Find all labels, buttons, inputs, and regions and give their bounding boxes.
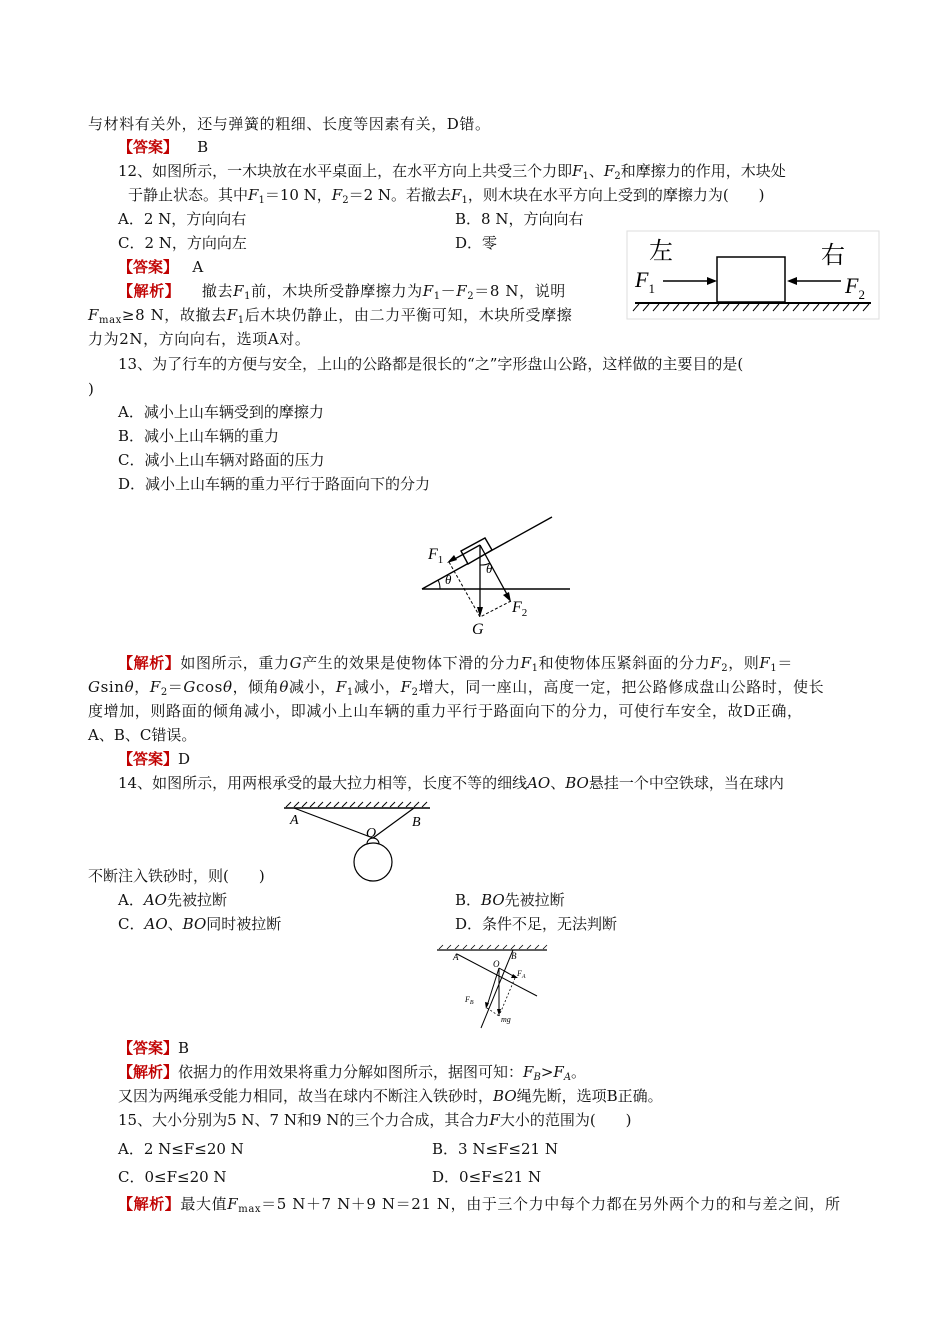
f2-component-arrow <box>480 545 509 598</box>
q12-stem-line2: 于静止状态。其中$F_1=10$ N，$F_2=2$ N。若撤去$F_1$，则木块在水平方向上受到的摩擦力为( ) <box>128 186 765 206</box>
f1-label: $F_1$ <box>428 546 444 566</box>
q13-analysis-line1: 【解析】如图所示，重力G产生的效果是使物体下滑的分力$F_1$和使物体压紧斜面的分力$F_2$，则$F_1=$ <box>118 654 793 674</box>
q12-option-a: A．2 N，方向向右 <box>118 210 247 228</box>
q12-block-figure <box>627 231 879 319</box>
q14-option-a: A．AO先被拉断 <box>118 891 227 909</box>
q14-analysis-line2: 又因为两绳承受能力相同，故当在球内不断注入铁砂时，BO绳先断，选项B正确。 <box>118 1087 663 1105</box>
q13-option-d: D．减小上山车辆的重力平行于路面向下的分力 <box>118 475 431 493</box>
q15-option-a: A．2 N≤F≤20 N <box>118 1140 244 1158</box>
q12-stem-line1: 12、如图所示，一木块放在水平桌面上，在水平方向上共受三个力即$F_1$、$F_2$和摩擦力的作用，木块处 <box>118 162 786 182</box>
q13-option-a: A．减小上山车辆受到的摩擦力 <box>118 403 324 421</box>
ceiling-hatching <box>439 945 547 949</box>
q12-analysis-line3: 力为2N，方向向右，选项A对。 <box>88 330 311 348</box>
q15-stem: 15、大小分别为5 N、7 N和9 N的三个力合成，其合力F大小的范围为( ) <box>118 1111 632 1129</box>
q13-stem-line1: 13、为了行车的方便与安全，上山的公路都是很长的“之”字形盘山公路，这样做的主要目的是( <box>118 355 744 373</box>
q12-option-c: C．2 N，方向向左 <box>118 234 247 252</box>
left-label: 左 <box>649 239 673 265</box>
f2-label: $F_2$ <box>845 273 865 302</box>
q12-answer-line: 【答案】 A <box>118 258 204 276</box>
q14-stem-line1: 14、如图所示，用两根承受的最大拉力相等，长度不等的细线AO、BO悬挂一个中空铁球，当在球内 <box>118 774 784 792</box>
string-ao <box>294 808 373 838</box>
f2-label: $F_2$ <box>512 599 528 619</box>
q14-option-d: D．条件不足，无法判断 <box>455 915 618 933</box>
label-a: A <box>453 952 459 962</box>
q14-stem-line2: 不断注入铁砂时，则( ) <box>88 867 265 885</box>
q14-option-c: C．AO、BO同时被拉断 <box>118 915 282 933</box>
q12-analysis-line1: 【解析】 撤去$F_1$前，木块所受静摩擦力为$F_1-F_2=8$ N，说明 <box>118 282 566 302</box>
q13-stem-line2: ) <box>88 380 94 398</box>
q13-analysis-line2: Gsinθ，$F_2=Gcos\theta$，倾角θ减小，$F_1$减小，$F_2$增大，同一座山，高度一定，把公路修成盘山公路时，使长 <box>88 678 825 698</box>
q15-option-b: B．3 N≤F≤21 N <box>432 1140 558 1158</box>
label-o: O <box>366 826 377 841</box>
q14-answer-line: 【答案】B <box>118 1039 190 1057</box>
fb-arrow <box>487 968 499 1006</box>
label-b: B <box>511 951 517 961</box>
previous-answer-tail: 与材料有关外，还与弹簧的粗细、长度等因素有关，D错。 <box>88 115 491 133</box>
answer-tag: 【答案】 <box>118 138 179 156</box>
f1-label: $F_1$ <box>635 267 655 296</box>
q12-option-b: B．8 N，方向向右 <box>455 210 584 228</box>
q13-option-b: B．减小上山车辆的重力 <box>118 427 280 445</box>
q14-force-figure <box>433 942 551 1032</box>
q13-option-c: C．减小上山车辆对路面的压力 <box>118 451 325 469</box>
label-fb: $F_B$ <box>465 995 474 1006</box>
intro-answer-line <box>118 137 208 157</box>
q15-option-d: D．0≤F≤21 N <box>432 1168 542 1186</box>
wood-block <box>717 257 785 302</box>
q13-incline-figure <box>400 501 584 641</box>
q13-analysis-line3: 度增加，则路面的倾角减小，即减小上山车辆的重力平行于路面向下的分力，可使行车安全，故D正确， <box>88 702 803 720</box>
q13-answer-line: 【答案】D <box>118 750 191 768</box>
theta-label: θ <box>445 572 452 587</box>
q12-option-d: D．零 <box>455 234 498 252</box>
right-label: 右 <box>821 243 845 269</box>
string-bo <box>373 808 414 838</box>
iron-ball <box>354 843 392 881</box>
answer-value: B <box>197 138 209 156</box>
label-mg: mg <box>501 1015 511 1024</box>
q12-analysis-line2: $F_{max}\ge 8$ N，故撤去$F_1$后木块仍静止，由二力平衡可知，木块所受摩擦 <box>88 306 573 326</box>
label-b: B <box>412 815 421 830</box>
ceiling-hatching <box>286 802 427 807</box>
q14-analysis-line1: 【解析】依据力的作用效果将重力分解如图所示，据图可知：$F_B>F_A$。 <box>118 1063 587 1083</box>
label-a: A <box>290 813 299 828</box>
g-label: G <box>472 621 484 638</box>
theta-label-2: θ <box>486 561 493 576</box>
q14-option-b: B．BO先被拉断 <box>455 891 565 909</box>
q15-option-c: C．0≤F≤20 N <box>118 1168 227 1186</box>
label-o: O <box>493 959 500 969</box>
q13-analysis-line4: A、B、C错误。 <box>88 726 197 744</box>
label-fa: $F_A$ <box>517 969 526 980</box>
q14-hanging-ball-figure <box>282 800 432 882</box>
q15-analysis-line1: 【解析】最大值$F_{max}=5$ N＋7 N＋9 N＝21 N，由于三个力中每个力都在另外两个力的和与差之间，所 <box>118 1195 841 1215</box>
